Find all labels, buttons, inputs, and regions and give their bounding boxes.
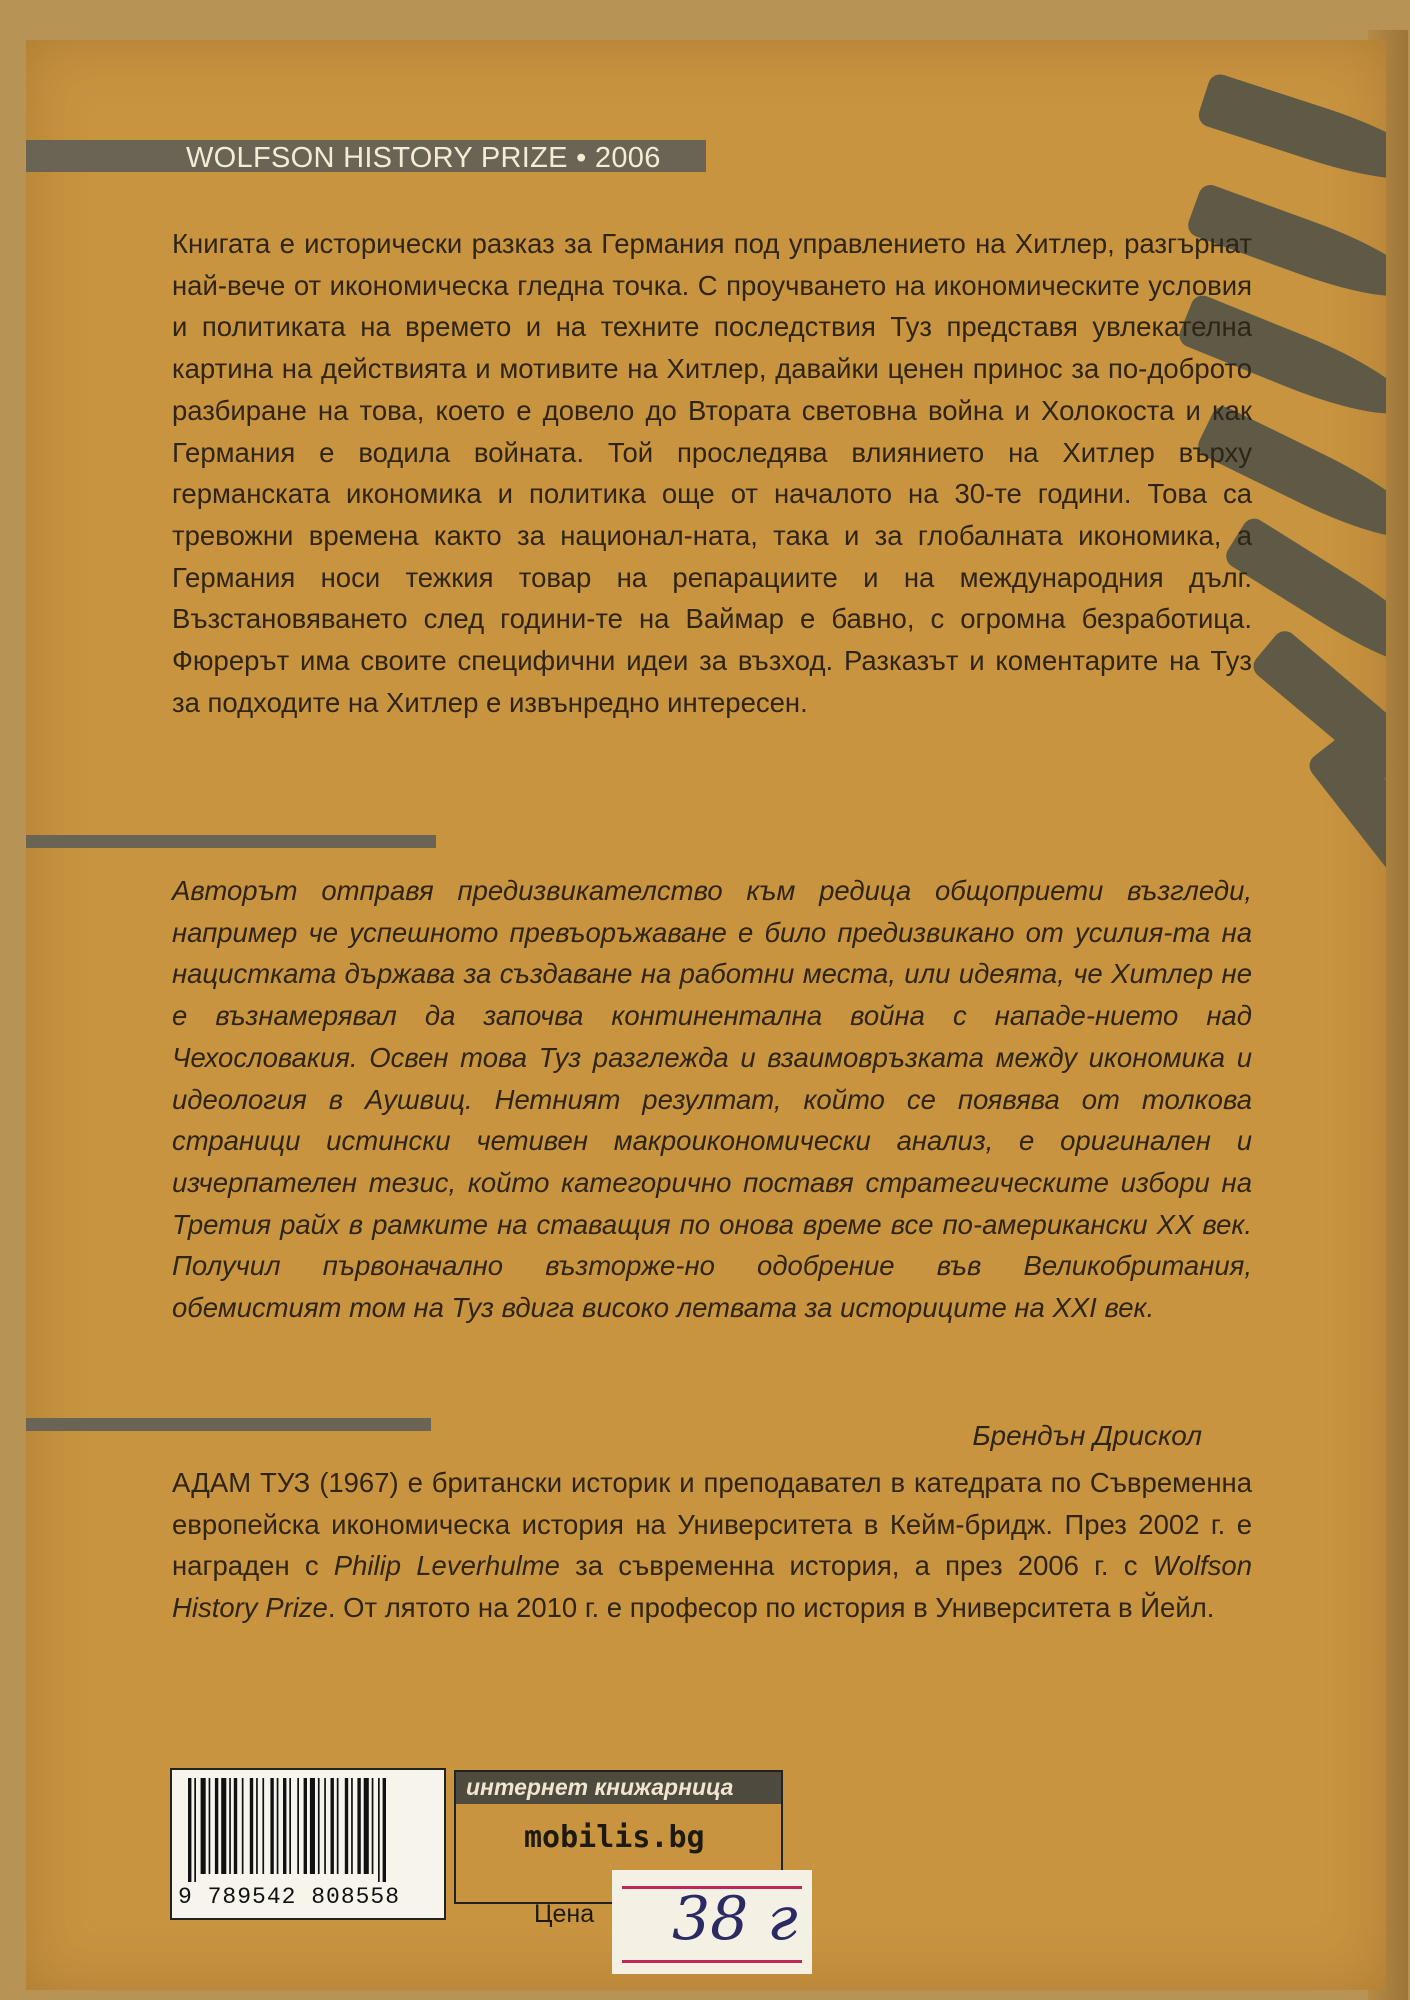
prize-label: WOLFSON HISTORY PRIZE • 2006	[186, 142, 661, 174]
section-divider	[26, 835, 436, 848]
barcode-bar	[242, 1778, 244, 1874]
book-description: Книгата е исторически разказ за Германия под управлението на Хитлер, разгърнат най-вече от икономическа гледна точка. С проучването на икономическите условия и политиката на времето и на техните последствия Туз представя увлекателна картина на действията и мотивите на Хитлер, давайки ценен принос за по-доброто разбиране на това, което е довело до Втората световна война и Холокоста и как Германия е водила войната. Той проследява влиянието на Хитлер върху германската икономика и политика още от началото на 30-те години. Това са тревожни времена както за национал-ната, така и за глобалната икономика, а Германия носи тежкия товар на репарациите и на международния дълг. Възстановяването след години-те на Ваймар е бавно, с огромна безработица. Фюрерът има своите специфични идеи за възход. Разказът и коментарите на Туз за подходите на Хитлер е извънредно интересен.	[172, 228, 1252, 718]
decorative-blade	[1305, 730, 1386, 952]
barcode-bar	[378, 1778, 380, 1882]
barcode-bar	[194, 1778, 196, 1882]
isbn-number: 9 789542 808558	[178, 1884, 401, 1910]
barcode-bar	[209, 1778, 211, 1874]
barcode-bar	[372, 1778, 374, 1874]
price-value: 38 г	[672, 1884, 798, 1954]
price-tag	[612, 1870, 812, 1974]
barcode-bar	[283, 1778, 286, 1874]
price-label: Цена	[534, 1900, 595, 1928]
barcode-bar	[304, 1778, 307, 1874]
review-quote: Авторът отправя предизвикателство към редица общоприети възгледи, например че успешното превъоръжаване е било предизвикано от усилия-та на нацистката държава за създаване на работни места, или идеята, че Хитлер не е възнамерявал да започва континентална война с нападе-нието над Чехословакия. Освен това Туз разглежда и взаимовръзката между икономика и идеология в Аушвиц. Нетният резултат, който се появява от толкова страници истински четивен макроикономически анализ, е оригинален и изчерпателен тезис, който категорично поставя стратегическите избори на Третия райх в рамките на ставащия по онова време все по-американски XX век. Получил първоначално възторже-но одобрение във Великобритания, обемистият том на Туз вдига високо летвата за историците на XXI век.	[172, 875, 1252, 1324]
barcode-bar	[357, 1778, 360, 1874]
barcode-bar	[297, 1778, 299, 1874]
barcode-bar	[351, 1778, 353, 1874]
barcode	[170, 1768, 446, 1920]
barcode-bar	[331, 1778, 334, 1874]
barcode-bar	[201, 1778, 206, 1874]
bio-text: за съвременна история, а през 2006 г. с	[559, 1550, 1153, 1582]
barcode-bar	[262, 1778, 264, 1874]
bio-text: АДАМ ТУЗ (1967) е британски историк и преподавател в катедрата по Съвременна европейска икономическа история на Университета в Кейм-бридж. През 2002 г. е награден с	[172, 1467, 1252, 1582]
barcode-bar	[188, 1778, 191, 1882]
barcode-bars	[186, 1778, 430, 1882]
barcode-bar	[234, 1778, 237, 1874]
award-name: Wolfson History Prize	[172, 1550, 1252, 1624]
barcode-bar	[215, 1778, 218, 1874]
barcode-bar	[256, 1778, 258, 1874]
barcode-bar	[324, 1778, 326, 1874]
book-back-cover	[26, 40, 1386, 1990]
bio-text: . От лятото на 2010 г. е професор по история в Университета в Йейл.	[327, 1592, 1215, 1624]
barcode-bar	[289, 1778, 291, 1874]
section-divider	[26, 1418, 431, 1431]
barcode-bar	[364, 1778, 369, 1874]
barcode-bar	[345, 1778, 348, 1874]
decorative-blade	[1196, 71, 1386, 197]
barcode-bar	[310, 1778, 315, 1874]
award-name: Philip Leverhulme	[333, 1550, 560, 1582]
barcode-bar	[318, 1778, 320, 1874]
barcode-bar	[277, 1778, 279, 1874]
price-tag-line	[622, 1960, 802, 1963]
sticker-title: интернет книжарница	[466, 1774, 734, 1800]
barcode-bar	[383, 1778, 386, 1882]
barcode-bar	[270, 1778, 273, 1874]
author-bio	[172, 1462, 1252, 1629]
barcode-bar	[337, 1778, 339, 1874]
barcode-bar	[250, 1778, 253, 1874]
sticker-brand: mobilis.bg	[524, 1820, 705, 1855]
barcode-bar	[229, 1778, 231, 1874]
barcode-bar	[221, 1778, 226, 1874]
quote-author: Брендън Дрискол	[972, 1420, 1202, 1451]
